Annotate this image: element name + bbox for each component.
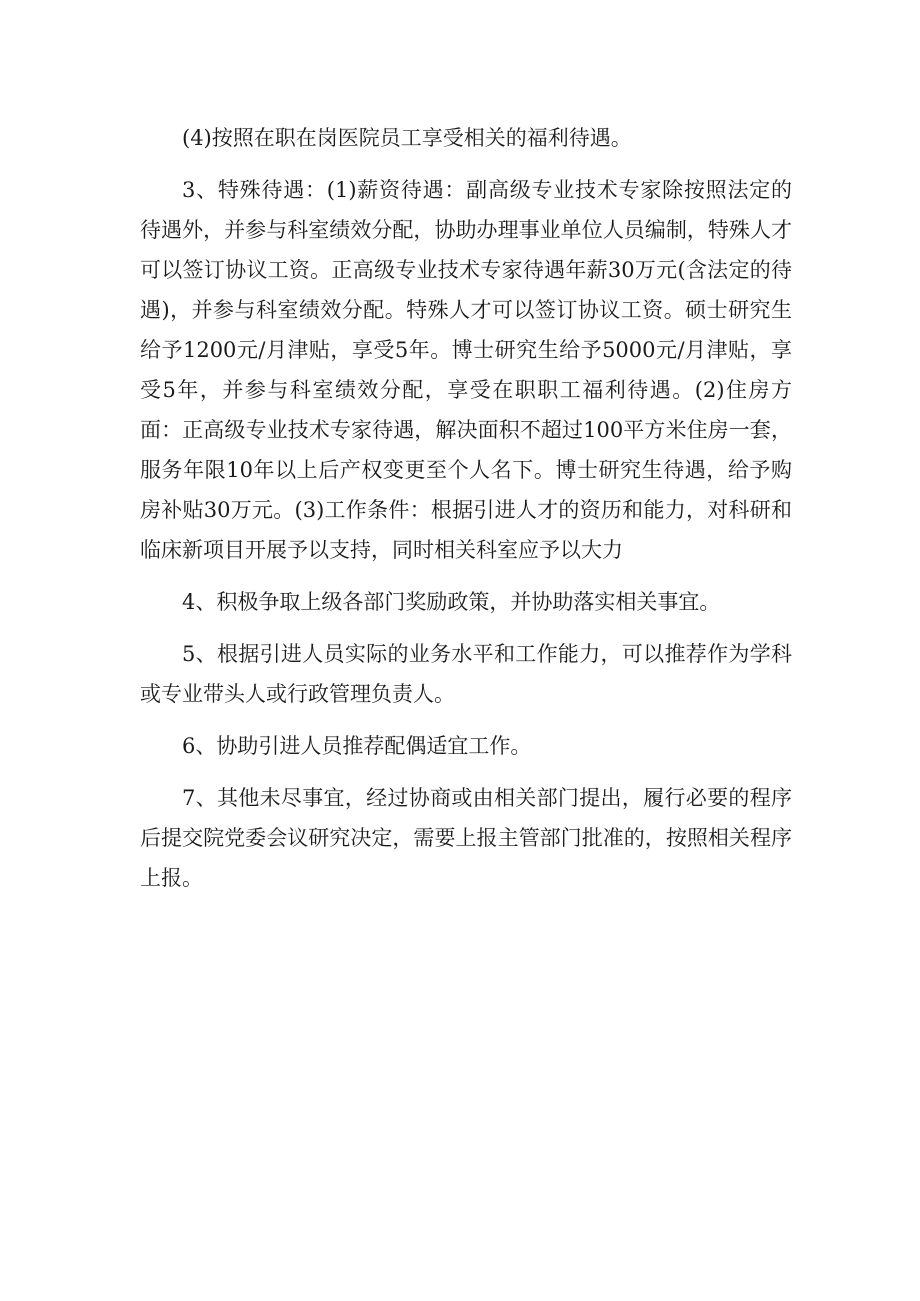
paragraph-special-treatment: 3、特殊待遇：(1)薪资待遇：副高级专业技术专家除按照法定的待遇外，并参与科室绩效分配，协助办理事业单位人员编制，特殊人才可以签订协议工资。正高级专业技术专家待遇年薪30万元(含法定的待遇)，并参与科室绩效分配。特殊人才可以签订协议工资。硕士研究生给予1200元/月津贴，享受5年。博士研究生给予5000元/月津贴，享受5年，并参与科室绩效分配，享受在职职工福利待遇。(2)住房方面：正高级专业技术专家待遇，解决面积不超过100平方米住房一套，服务年限10年以上后产权变更至个人名下。博士研究生待遇，给予购房补贴30万元。(3)工作条件：根据引进人才的资历和能力，对科研和临床新项目开展予以支持，同时相关科室应予以大力 bbox=[140, 178, 792, 562]
paragraph-reward-policy: 4、积极争取上级各部门奖励政策，并协助落实相关事宜。 bbox=[182, 590, 721, 614]
document-body bbox=[140, 118, 792, 910]
paragraph-welfare: (4)按照在职在岗医院员工享受相关的福利待遇。 bbox=[182, 126, 632, 150]
paragraph-leader-recommendation: 5、根据引进人员实际的业务水平和工作能力，可以推荐作为学科或专业带头人或行政管理负责人。 bbox=[140, 642, 792, 706]
paragraph-spouse-work: 6、协助引进人员推荐配偶适宜工作。 bbox=[182, 734, 532, 758]
paragraph-other-matters: 7、其他未尽事宜，经过协商或由相关部门提出，履行必要的程序后提交院党委会议研究决定，需要上报主管部门批准的，按照相关程序上报。 bbox=[140, 786, 792, 890]
